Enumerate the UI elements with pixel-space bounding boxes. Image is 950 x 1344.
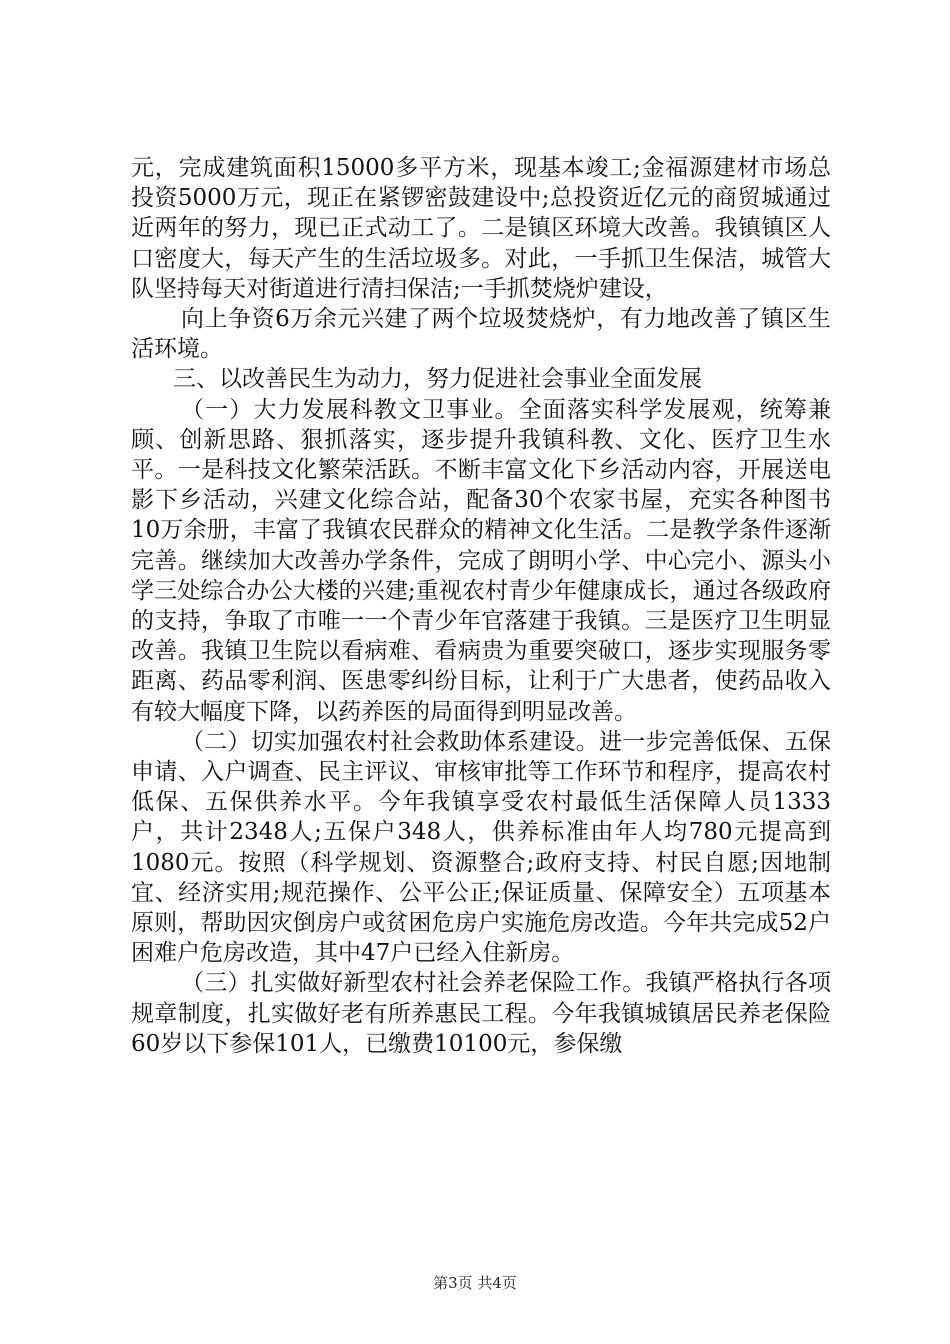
paragraph-social-assistance: （二）切实加强农村社会救助体系建设。进一步完善低保、五保申请、入户调查、民主评议、审核审批等工作环节和程序，提高农村低保、五保供养水平。今年我镇享受农村最低生活保障人员1333户，共计2348人;五保户348人，供养标准由年人均780元提高到1080元。按照（科学规划、资源整合;政府支持、村民自愿;因地制宜、经济实用;规范操作、公平公正;保证质量、保障安全）五项基本原则，帮助因灾倒房户或贫困危房户实施危房改造。今年共完成52户困难户危房改造，其中47户已经入住新房。 <box>131 728 831 967</box>
page-footer: 第3页 共4页 <box>433 1274 517 1292</box>
paragraph-funding: 向上争资6万余元兴建了两个垃圾焚烧炉，有力地改善了镇区生活环境。 <box>131 306 831 363</box>
paragraph-pension-insurance: （三）扎实做好新型农村社会养老保险工作。我镇严格执行各项规章制度，扎实做好老有所养惠民工程。今年我镇城镇居民养老保险60岁以下参保101人，已缴费10100元，参保缴 <box>131 970 831 1057</box>
document-body <box>131 153 831 1059</box>
section-heading: 三、以改善民生为动力，努力促进社会事业全面发展 <box>173 366 702 393</box>
paragraph-education-culture-health: （一）大力发展科教文卫事业。全面落实科学发展观，统筹兼顾、创新思路、狠抓落实，逐步提升我镇科教、文化、医疗卫生水平。一是科技文化繁荣活跃。不断丰富文化下乡活动内容，开展送电影下乡活动，兴建文化综合站，配备30个农家书屋，充实各种图书10万余册，丰富了我镇农民群众的精神文化生活。二是教学条件逐渐完善。继续加大改善办学条件，完成了朗明小学、中心完小、源头小学三处综合办公大楼的兴建;重视农村青少年健康成长，通过各级政府的支持，争取了市唯一一个青少年官落建于我镇。三是医疗卫生明显改善。我镇卫生院以看病难、看病贵为重要突破口，逐步实现服务零距离、药品零利润、医患零纠纷目标，让利于广大患者，使药品收入有较大幅度下降，以药养医的局面得到明显改善。 <box>131 396 831 725</box>
paragraph-continuation: 元，完成建筑面积15000多平方米，现基本竣工;金福源建材市场总投资5000万元，现正在紧锣密鼓建设中;总投资近亿元的商贸城通过近两年的努力，现已正式动工了。二是镇区环境大改善。我镇镇区人口密度大，每天产生的生活垃圾多。对此，一手抓卫生保洁，城管大队坚持每天对街道进行清扫保洁;一手抓焚烧炉建设， <box>131 155 831 302</box>
